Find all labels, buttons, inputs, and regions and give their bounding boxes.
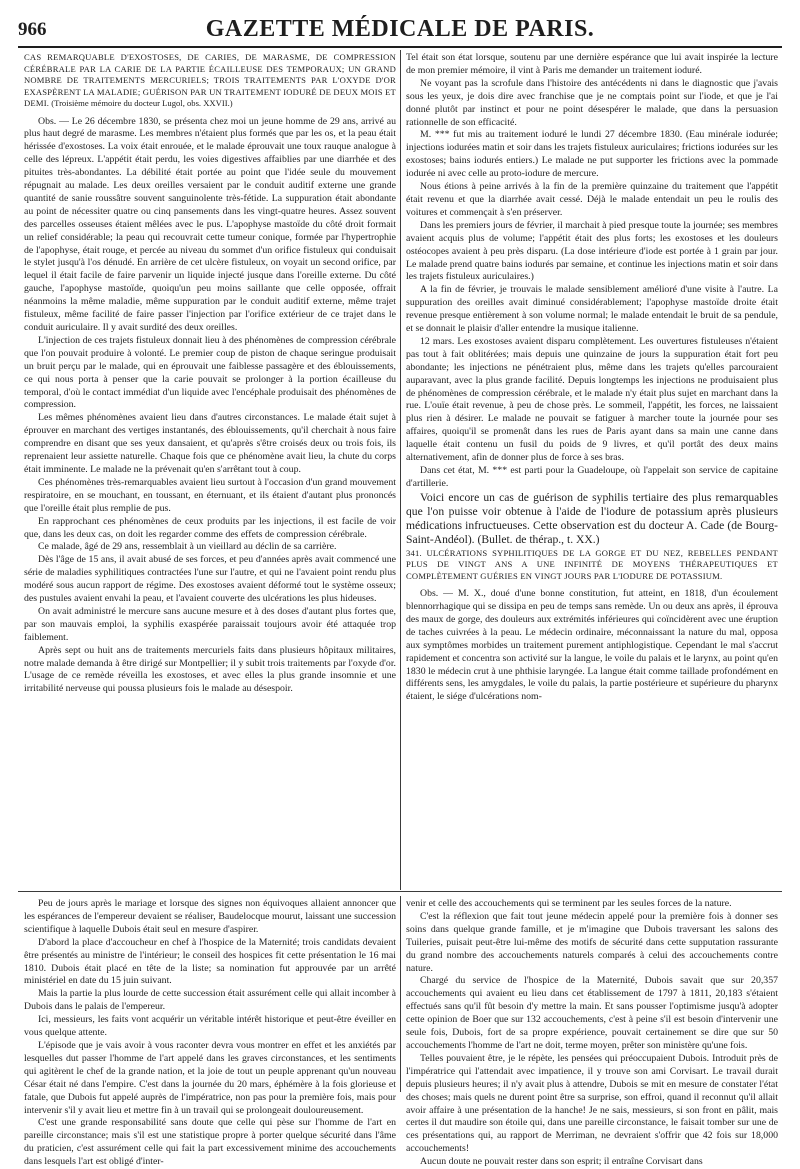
page-header (18, 14, 782, 44)
paragraph: C'est une grande responsabilité sans doute que celle qui pèse sur l'homme de l'art en pareille circonstance; mais s'il est une statistique propre à porter quelque sécurité dans l'âme du praticien, c'est assurément celle qui fait la part excessivement minime des accouchements dans lesquels l'art est obligé d'inter- (24, 1117, 396, 1168)
paragraph: En rapprochant ces phénomènes de ceux produits par les injections, il est facile de voir que, dans les deux cas, on doit les regarder comme des effets de compression cérébrale. (24, 515, 396, 540)
paragraph: Après sept ou huit ans de traitements mercuriels faits dans plusieurs hôpitaux militaires, notre malade demanda à être dirigé sur Montpellier; il y subit trois traitements par l'oxyde d'or. L'usage de ce remède réveilla les exostoses, et avec elles la plus grande insomnie et une irritabilité nerveuse qui poussa plusieurs fois le malade au désespoir. (24, 644, 396, 695)
observation-paragraph: Obs. — Le 26 décembre 1830, se présenta chez moi un jeune homme de 29 ans, arrivé au plus haut degré de marasme. Les membres n'étaient plus formés que par les os, et la peau était hérissée d'exostoses. La voix était enrouée, et le malade éprouvait une toux rauque analogue à celle des lépreux. L'appétit était perdu, les voies digestives affaiblies par une diarrhée et des pituites très-abondantes. La débilité était portée au point que l'idée seule du mouvement répugnait au malade. Les deux oreilles versaient par le conduit auditif externe une grande quantité de sanie roussâtre souvent sanguinolente très-fétide. La suppuration était abondante au point de nécessiter quatre ou cinq pansements dans les vingt-quatre heures. Assez souvent des parcelles osseuses étaient mêlées avec le pus. L'apophyse mastoïde du côté droit formait un relief considérable; la peau qui recouvrait cette tumeur conique, formée par l'hypertrophie de l'apophyse, était rouge, et percée au niveau du sommet d'un orifice fistuleux qui conduisait le stylet jusqu'à l'os dénudé. En arrière de cet ulcère fistuleux, on voyait un second orifice, par lequel il était facile de faire parvenir un liquide injecté jusque dans l'oreille externe. Du côté gauche, l'apophyse mastoïde, quoiqu'un peu moins saillante que celle opposée, offrait néanmoins la même maladie, même suppuration par le conduit auditif externe, même trajet fistuleux, même facilité de faire passer l'injection par l'orifice extérieur de ce trajet dans le conduit auriculaire. Il y avait surdité des deux oreilles. (24, 115, 396, 333)
column-divider-top (400, 50, 401, 890)
intro-paragraph: Voici encore un cas de guérison de syphilis tertiaire des plus remarquables que l'on puisse voir obtenue à l'aide de l'iodure de potassium après plusieurs médications infructueuses. Cette observation est du docteur A. Cade (de Bourg-Saint-Andéol). (Bullet. de thérap., t. XX.) (406, 490, 778, 547)
paragraph: Ce malade, âgé de 29 ans, ressemblait à un vieillard au déclin de sa carrière. (38, 541, 337, 553)
case-heading (24, 52, 396, 110)
paragraph: venir et celle des accouchements qui se terminent par les seules forces de la nature. (406, 898, 732, 909)
case-heading-341 (406, 548, 778, 583)
paragraph: Ici, messieurs, les faits vont acquérir un véritable intérêt historique et peut-être éveiller en vous quelque attente. (24, 1014, 396, 1039)
paragraph: Tel était son état lorsque, soutenu par une dernière espérance que lui avait inspirée la lecture de mon premier mémoire, il vint à Paris me demander un traitement ioduré. (406, 52, 778, 76)
paragraph: 12 mars. Les exostoses avaient disparu complètement. Les ouvertures fistuleuses n'étaient pas tout à fait oblitérées; mais depuis une quinzaine de jours la suppuration était fort peu abondante; les injections ne pénétraient plus, même dans les trajets qu'elles parcouraient auparavant, avec la plus grande facilité. Depuis longtemps les injections ne produisaient plus de phénomènes de compression cérébrale, et le malade n'y était plus sujet en marchant dans la rue. L'ouïe était revenue, à peu de chose près. Le sommeil, l'appétit, les forces, ne laissaient plus rien à désirer. Le malade ne pouvait se fatiguer à marcher toute la journée pour ses affaires, quoiqu'il se promenât dans les rues de Paris ayant dans sa main une canne dans laquelle était contenu un fusil du poids de 9 livres, et qu'il portât des deux mains alternativement, afin de donner plus de force à ses bras. (406, 335, 778, 464)
header-rule (18, 46, 782, 48)
paragraph: C'est la réflexion que fait tout jeune médecin appelé pour la première fois à donner ses soins dans quelque grande famille, et je m'imagine que Dubois traversant les salons des Tuileries, puisait peut-être lui-même des motifs de sécurité dans cette supputation rassurante du grand nombre des accouchements naturels comparés à celui des accouchements contre nature. (406, 910, 778, 974)
paragraph: M. *** fut mis au traitement ioduré le lundi 27 décembre 1830. (Eau minérale iodurée; injections iodurées matin et soir dans les trajets fistuleux auriculaires; frictions iodurées sur les exostoses; bains iodurés entiers.) Le malade ne put supporter les frictions avec la pommade iodurée ni avec celle au proto-iodure de mercure. (406, 129, 778, 180)
case-heading-title: CAS REMARQUABLE D'EXOSTOSES, DE CARIES, DE MARASME, DE COMPRESSION CÉRÉBRALE PAR LA CARIE DE LA PARTIE ÉCAILLEUSE DES TEMPORAUX; UN GRAND NOMBRE DE TRAITEMENTS MERCURIELS; TROIS TRAITEMENTS PAR L'OXYDE D'OR EXASPÈRENT LA MALADIE; GUÉRISON PAR UN TRAITEMENT IODURÉ DE DEUX MOIS ET DEMI. (24, 52, 396, 108)
paragraph: Les mêmes phénomènes avaient lieu dans d'autres circonstances. Le malade était sujet à éprouver en marchant des vertiges instantanés, des éblouissements, qu'il cherchait à nous faire comprendre en disant que ses yeux dansaient, et qu'après s'être croisés deux ou trois fois, ils reprenaient leur assiette naturelle. Chaque fois que ce phénomène avait lieu, la chute du corps était imminente. Le malade ne la prévenait qu'en s'arrêtant tout à coup. (24, 412, 396, 475)
case-heading-source: (Troisième mémoire du docteur Lugol, obs. XXVII.) (51, 98, 233, 108)
paragraph: Aucun doute ne pouvait rester dans son esprit; il entraîne Corvisart dans (420, 1156, 703, 1168)
paragraph: Telles pouvaient être, je le répète, les pensées qui préoccupaient Dubois. Introduit près de l'impératrice qui l'attendait avec impatience, il y trouve son ami Corvisart. Le travail durait depuis plusieurs heures; il n'y avait plus à attendre, Dubois se mit en mesure de constater l'état des choses; mais quels ne durent point être sa surprise, son effroi, quand il reconnut qu'il allait avoir affaire à une présentation de la hanche! Je ne sais, messieurs, si son front en pâlit, mais certes il dut maudire son étoile qui, dans une pareille circonstance, le faisait tomber sur une de ces présentations qui, au rapport de Merriman, ne devraient s'offrir que 42 fois sur 18,000 accouchements! (406, 1052, 778, 1155)
lower-left-column (24, 898, 396, 1168)
lower-right-column (406, 898, 778, 1168)
column-divider-bottom (400, 896, 401, 1092)
paragraph: A la fin de février, je trouvais le malade sensiblement amélioré d'une visite à l'autre. La suppuration des oreilles avait diminué considérablement; l'apophyse mastoïde droite était revenue presque entièrement à son volume normal; le malade entendait le bruit de sa pendule, et se donnait le plaisir d'aller entendre la musique italienne. (406, 284, 778, 335)
journal-title: GAZETTE MÉDICALE DE PARIS. (205, 16, 595, 42)
page-number: 966 (18, 19, 47, 40)
paragraph: Ces phénomènes très-remarquables avaient lieu surtout à l'occasion d'un grand mouvement respiratoire, en se mouchant, en toussant, en éternuant, et ils étaient d'autant plus prononcés que l'oreille était plus remplie de pus. (24, 476, 396, 514)
case-heading-title: 341. ULCÉRATIONS SYPHILITIQUES DE LA GORGE ET DU NEZ, REBELLES PENDANT PLUS DE VINGT ANS A UNE INFINITÉ DE MOYENS THÉRAPEUTIQUES ET COMPLÈTEMENT GUÉRIES EN VINGT JOURS PAR L'IODURE DE POTASSIUM. (406, 547, 778, 581)
paragraph: L'injection de ces trajets fistuleux donnait lieu à des phénomènes de compression cérébrale que l'on pouvait produire à volonté. Le premier coup de piston de chaque seringue produisait un bruit perçu par le malade, qui en éprouvait une faiblesse passagère et des éblouissements, ce qui nous porta à penser que la carie pouvait se prolonger à la portion écailleuse du temporal, d'où le contact immédiat d'un liquide avec l'encéphale produisait des phénomènes de compression. (24, 334, 396, 411)
observation-paragraph: Obs. — M. X., doué d'une bonne constitution, fut atteint, en 1818, d'un écoulement blennorrhagique qui se dissipa en peu de temps sans remède. Un ou deux ans après, il éprouva des maux de gorge, des douleurs aux extrémités inférieures qui coïncidèrent avec une éruption de taches cuivrées à la peau. Le médecin ordinaire, méconnaissant la nature du mal, opposa aux symptômes morbides un traitement purement antiphlogistique. Cependant le mal s'accrut rapidement et concentra son activité sur la langue, le voile du palais et le larynx, au point qu'en 1830 le médecin crut à une phthisie laryngée. La langue était comme taillade profondément en différents sens, les amygdales, le voile du palais, la partie postérieure et supérieure du pharynx étaient, le siége d'ulcérations nom- (406, 588, 779, 703)
paragraph: Dès l'âge de 15 ans, il avait abusé de ses forces, et peu d'années après avait commencé une série de maladies syphilitiques contractées l'une sur l'autre, et qui ne l'avaient point rendu plus modéré sous aucun rapport de régime. Des exostoses avaient déformé tout le système osseux; des pustules avaient envahi la peau, et l'avaient couverte des ulcérations les plus hideuses. (24, 554, 396, 605)
paragraph: Dans cet état, M. *** est parti pour la Guadeloupe, où l'appelait son service de capitaine d'artillerie. (406, 465, 778, 489)
paragraph: Chargé du service de l'hospice de la Maternité, Dubois savait que sur 20,357 accouchements qui avaient eu lieu dans cet établissement de 1797 à 1811, 20,183 s'étaient effectués sans qu'il fût besoin d'y mettre la main. Et sans pousser l'optimisme jusqu'à adopter cette opinion de Boer que sur 132 accouchements, c'est à peine s'il est besoin d'intervenir une seule fois, Dubois, fort de sa propre expérience, pouvait certainement se dire que sur 50 accouchements l'homme de l'art ne doit, terme moyen, prêter son ministère qu'une fois. (406, 975, 778, 1051)
upper-right-column (406, 52, 778, 890)
paragraph: D'abord la place d'accoucheur en chef à l'hospice de la Maternité; trois candidats devaient être présentés au ministre de l'intérieur; le conseil des hospices fit cette présentation le 16 mai 1810. Dubois était placé en tête de la liste; sa nomination fut approuvée par un arrêté ministériel en date du 15 juin suivant. (24, 936, 396, 987)
paragraph: Peu de jours après le mariage et lorsque des signes non équivoques allaient annoncer que les espérances de l'empereur devaient se réaliser, Baudelocque mourut, laissant une succession scientifique à laquelle Dubois était seul en mesure d'aspirer. (24, 898, 396, 935)
upper-left-column (24, 52, 396, 890)
section-divider (18, 891, 782, 892)
paragraph: L'épisode que je vais avoir à vous raconter devra vous montrer en effet et les anxiétés par lesquelles dut passer l'homme de l'art appelé dans les graves circonstances, et les sentiments qui agitèrent le chef de la grande nation, et la joie de tout un peuple apprenant qu'un nouveau César était né dans l'empire. C'est dans la journée du 20 mars, éphémère à la fois glorieuse et fatale, que Dubois fut appelé auprès de l'impératrice, non pas pour la première fois, mais pour intervenir s'il y avait lieu et mettre fin à un travail qui se prolongeait douloureusement. (24, 1039, 396, 1116)
paragraph: Nous étions à peine arrivés à la fin de la première quinzaine du traitement que l'appétit était revenu et que la diarrhée avait cessé. Déjà le malade entendait un peu le roulis des voitures et commençait à s'en préserver. (406, 181, 778, 218)
paragraph: Ne voyant pas la scrofule dans l'histoire des antécédents ni dans le diagnostic que j'avais sous les yeux, je dois dire avec franchise que je ne comptais point sur l'iode, et que je l'ai donné plutôt par instinct et pour ne point désespérer le malade, que dans la persuasion rationnelle de son efficacité. (406, 77, 778, 128)
paragraph: Dans les premiers jours de février, il marchait à pied presque toute la journée; ses membres avaient acquis plus de volume; l'appétit était des plus forts; les exostoses et les douleurs ostéocopes avaient à peu près disparu. (La dose intérieure d'iode est portée à 1 grain par jour. Le malade prend quatre bains iodurés par semaine, et continue les injections matin et soir dans les trajets fistuleux auriculaires.) (406, 219, 778, 283)
paragraph: On avait administré le mercure sans aucune mesure et à des doses d'autant plus fortes que, par son mauvais emploi, la syphilis exaspérée paraissait toujours avoir été attaquée trop faiblement. (24, 605, 396, 643)
paragraph: Mais la partie la plus lourde de cette succession était assurément celle qui allait incomber à Dubois dans le palais de l'empereur. (24, 988, 396, 1013)
